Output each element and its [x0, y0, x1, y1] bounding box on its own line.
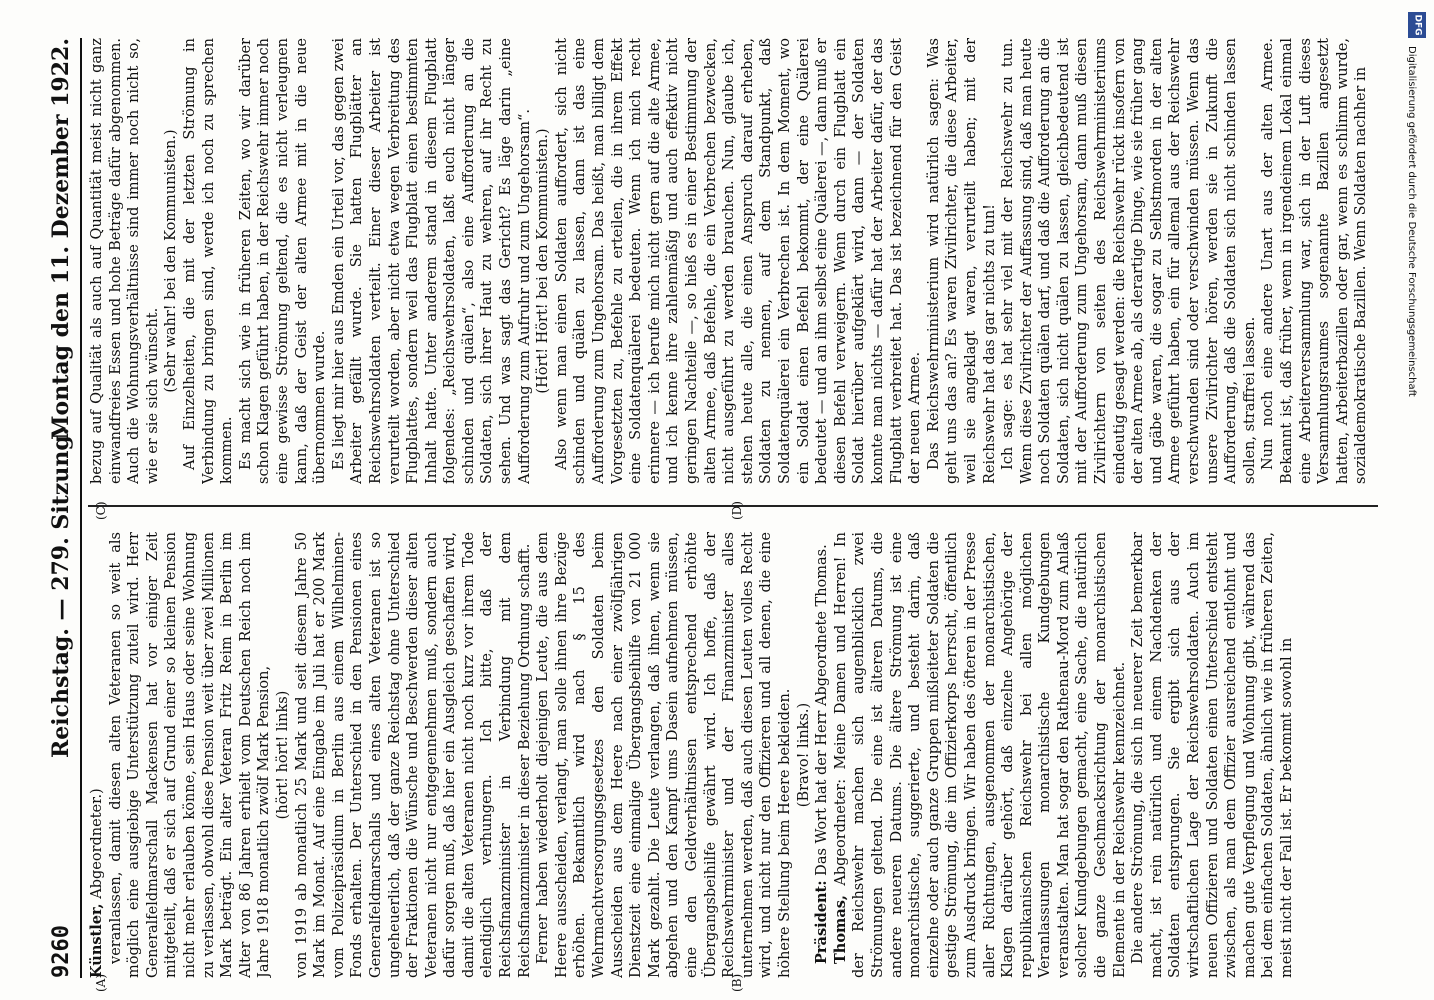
speech-text: Abgeordneter: Meine Damen und Herren! In der Reichswehr machen sich augenblicklich zwei Strömungen geltend. Die eine ist älteren Datums, die andere neueren Datums. Die ältere Strömung ist eine monarchistische, suggerierte, und besteht darin, daß einzelne oder auch ganze Gruppen mißleiteter Soldaten die gestige Strömung, die im Offizierkorps herrscht, öffentlich zum Ausdruck bringen. Wir haben des öfteren in der Presse aller Richtungen, ausgenommen der monarchistischen, Klagen darüber gehört, daß einzelne Angehörige der republikanischen Reichswehr bei allen möglichen Veranlassungen monarchistische Kundgebungen veranstalten. Man hat sogar den Rathenau-Mord zum Anlaß solcher Kundgebungen gemacht, eine Sache, die natürlich die ganze Geschmacksrichtung der monarchistischen Elemente in der Reichswehr kennzeichnet. [832, 532, 1128, 978]
left-column [88, 532, 1378, 978]
speaker-name: Künstler, [88, 903, 105, 978]
paragraph: von 1919 ab monatlich 25 Mark und seit diesem Jahre 50 Mark im Monat. Auf eine Eingabe im Juli hat er 200 Mark vom Polizeipräsidium in Berlin aus einem Wilhelminen-Fonds erhalten. Der Unterschied in den Pensionen eines Generalfeldmarschalls und eines alten Veteranen ist so ungeheuerlich, daß der ganze Reichstag ohne Unterschied der Fraktionen die Wünsche und Beschwerden dieser alten Veteranen nicht nur entgegennehmen muß, sondern auch dafür sorgen muß, daß hier ein Ausgleich geschaffen wird, damit die alten Veteranen nicht noch kurz vor ihrem Tode elendiglich verhungern. Ich bitte, daß der Reichsfinanzminister in Verbindung mit dem Reichsfinanzminister in dieser Beziehung Ordnung schafft. [293, 532, 533, 978]
header-rule [80, 38, 82, 978]
digitization-sidebar [1405, 10, 1429, 990]
paragraph: (hört! hört! links) [274, 690, 291, 820]
paragraph: veranlassen, damit diesen alten Veteranen so weit als möglich eine ausgiebige Unterstützung zuteil wird. Herr Generalfeldmarschall Mackensen hat vor einiger Zeit mitgeteilt, daß er sich auf Grund einer so kleinen Pension nicht mehr erlauben könne, sein Haus oder seine Wohnung zu verlassen, obwohl diese Pension weit über zwei Millionen Mark beträgt. Ein alter Veteran Fritz Reim in Berlin im Alter von 86 Jahren erhielt vom Deutschen Reich noch im Jahre 1918 monatlich zwölf Mark Pension, [107, 532, 273, 978]
speaker-name: Thomas, [831, 895, 849, 964]
right-column [88, 38, 1378, 484]
paragraph: (Sehr wahr! bei den Kommunisten.) [163, 129, 180, 393]
paragraph: Die andere Strömung, die sich in neuerer Zeit bemerkbar macht, ist rein natürlich und einem Nachdenken der Soldaten entsprungen. Sie ergibt sich aus der wirtschaftlichen Lage der Reichswehrsoldaten. Auch im neuen Offizieren und Soldaten einen Unterschied entsteht zwischen, als man dem Offizier ausreichend entlohnt und machen gute Verpflegung und Wohnung gibt, während das bei dem einfachen Soldaten, ähnlich wie in früheren Zeiten, meist nicht der Fall ist. Er bekommt sowohl in [1130, 532, 1295, 978]
paragraph: Es macht sich wie in früheren Zeiten, wo wir darüber schon Klagen geführt haben, in der Reichswehr immer noch eine gewisse Strömung geltend, die es nicht verleugnen kann, daß der Geist der alten Armee mit in die neue übernommen wurde. [237, 38, 329, 484]
paragraph [813, 532, 832, 978]
page-header [42, 38, 76, 978]
speaker-name: Präsident: [813, 880, 831, 964]
paragraph: bezug auf Qualität als auch auf Quantität meist nicht ganz einwandfreies Essen und hohe Beträge dafür abgenommen. Auch die Wohnungsverhältnisse sind immer noch nicht so, wie er sie sich wünscht. [89, 38, 161, 484]
paragraph: Auf Einzelheiten, die mit der letzten Strömung in Verbindung zu bringen sind, werde ich noch zu sprechen kommen. [181, 38, 236, 484]
speech-text: Abgeordneter.) [89, 788, 105, 904]
rotated-page [30, 20, 1400, 990]
speech-text: Das Wort hat der Herr Abgeordnete Thomas. [814, 544, 831, 881]
dfg-logo: DFG [1408, 12, 1426, 38]
paragraph: Ich sage: es hat sehr viel mit der Reichswehr zu tun. Wenn diese Zivilrichter der Auffassung sind, daß man heute noch Soldaten quälen darf, und daß die Aufforderung an die Soldaten, sich nicht quälen zu lassen, gleichbedeutend ist mit der Aufforderung zum Ungehorsam, dann muß diesen Zivilrichtern von seiten des Reichswehrministeriums eindeutig gesagt werden: die Reichswehr rückt insofern von der alten Armee ab, als derartige Dinge, wie sie früher gang und gäbe waren, die sogar zu Selbstmorden in der alten Armee geführt haben, ein für allemal aus der Reichswehr verschwunden sind oder verschwinden müssen. Wenn das unsere Zivilrichter hören, werden sie in Zukunft die Aufforderung, daß die Soldaten sich nicht schinden lassen sollen, straffrei lassen. [1000, 38, 1258, 484]
paragraph: Nun noch eine andere Unart aus der alten Armee. Bekannt ist, daß früher, wenn in irgendeinem Lokal einmal eine Arbeiterversammlung war, sich in der Luft dieses Versammlungsraumes sogenannte Bazillen angesetzt hatten, Arbeiterbazillen oder gar, wenn es schlimm wurde, sozialdemokratische Bazillen. Wenn Soldaten nachher in [1260, 38, 1370, 484]
digitization-credit: Digitalisierung gefördert durch die Deutsche Forschungsgemeinschaft [1406, 46, 1417, 397]
margin-mark-a: (A) [94, 973, 108, 992]
page-number: 9260 [49, 925, 74, 978]
paragraph: Also wenn man einen Soldaten auffordert, sich nicht schinden und quälen zu lassen, dann ist das eine Aufforderung zum Ungehorsam. Das heißt, man billigt dem Vorgesetzten zu, Befehle zu erteilen, die in ihrem Effekt eine Soldatenquälerei bedeuten. Wenn ich mich recht erinnere — ich berufe mich nicht gern auf die alte Armee, und ich kenne ihre zahlenmäßig und auch effektiv nicht geringen Nachteile —, so hieß es in einer Bestimmung der alten Armee, daß Befehle, die ein Verbrechen bezwecken, nicht ausgeführt zu werden brauchen. Nun, glaube ich, stehen heute alle, die einen Anspruch darauf erheben, Soldaten zu nennen, auf dem Standpunkt, daß Soldatenquälerei ein Verbrechen ist. In dem Moment, wo ein Soldat einen Befehl bekommt, der eine Quälerei bedeutet — und an ihm selbst eine Quälerei —, dann muß er diesen Befehl verweigern. Wenn durch ein Flugblatt ein Soldat hierüber aufgeklärt wird, dann — der Soldaten konnte man nichts — dafür hat der Arbeiter dafür, der das Flugblatt verbreitet hat. Das ist bezeichnend für den Geist der neuen Armee. [553, 38, 924, 484]
paragraph: Es liegt mir hier aus Emden ein Urteil vor, das gegen zwei Arbeiter gefällt wurde. Sie hatten Flugblätter an Reichswehrsoldaten verteilt. Einer dieser Arbeiter ist verurteilt worden, aber nicht etwa wegen Verbreitung des Flugblattes, sondern weil das Flugblatt einen bestimmten Inhalt hatte. Unter anderem stand in diesem Flugblatt folgendes: „Reichswehrsoldaten, laßt euch nicht länger schinden und quälen“, also eine Aufforderung an die Soldaten, sich ihrer Haut zu wehren, auf ihr Recht zu sehen. Und was sagt das Gericht? Es läge darin „eine Aufforderung zum Aufruhr und zum Ungehorsam“. [330, 38, 533, 484]
margin-mark-c: (C) [94, 501, 108, 520]
margin-mark-d: (D) [730, 501, 744, 520]
paragraph: (Bravo! links.) [795, 702, 812, 808]
paragraph: Ferner haben wiederholt diejenigen Leute, die aus dem Heere ausscheiden, verlangt, man solle ihnen ihre Bezüge erhöhen. Bekanntlich wird nach § 15 des Wehrmachtversorgungsgesetzes den Soldaten beim Ausscheiden aus dem Heere nach einer zwölfjährigen Dienstzeit eine einmalige Übergangsbeihilfe von 21 000 Mark gezahlt. Die Leute verlangen, daß ihnen, wenn sie abgehen und den Kampf ums Dasein aufnehmen müssen, eine den Geldverhältnissen entsprechend erhöhte Übergangsbeihilfe gewährt wird. Ich hoffe, daß der Reichswehrminister und der Finanzminister alles unternehmen werden, daß auch diesen Leuten volles Recht wird, und nicht nur den Offizieren und all denen, die eine höhere Stellung beim Heere bekleiden. [535, 532, 793, 978]
paragraph: (Hört! Hört! bei den Kommunisten.) [535, 128, 552, 394]
paragraph [832, 532, 1130, 978]
margin-mark-b: (B) [730, 973, 744, 992]
session-title: Reichstag. — 279. Sitzung. [48, 427, 74, 758]
paragraph: Das Reichswehrministerium wird natürlich sagen: Was geht uns das an? Es waren Zivilrichter, die diese Arbeiter, weil sie angeklagt waren, verurteilt haben; mit der Reichswehr hat das gar nichts zu tun! [925, 38, 998, 484]
session-date: Montag den 11. Dezember 1922. [48, 38, 74, 440]
paragraph [88, 532, 107, 978]
